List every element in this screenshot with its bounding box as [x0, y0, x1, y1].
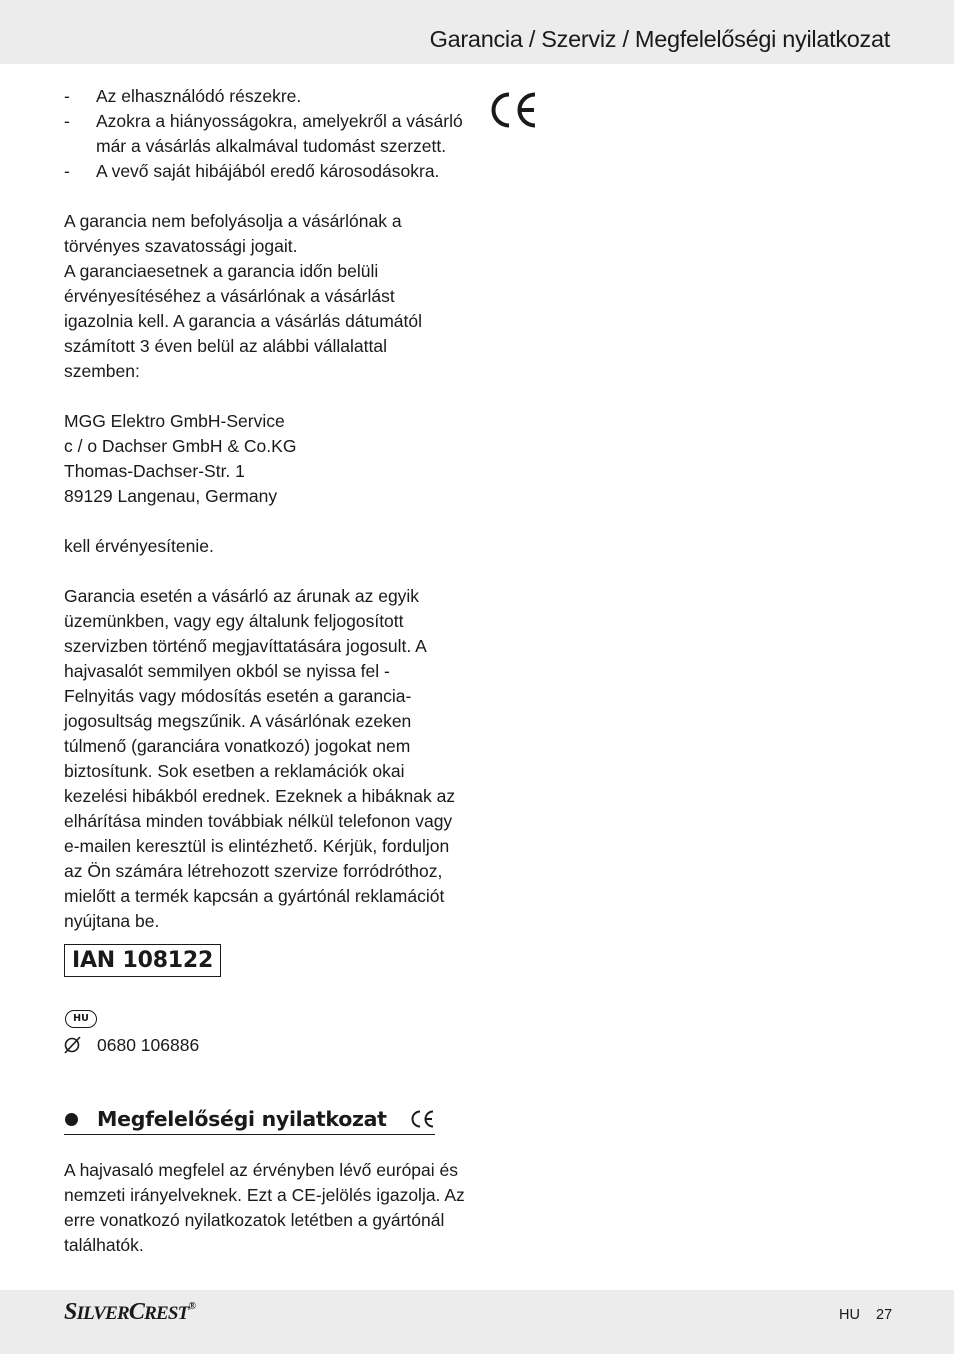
ian-box	[64, 944, 221, 977]
list-item-text: Azokra a hiányosságokra, amelyekről a vásárló már a vásárlás alkalmával tudomást szerzett.	[96, 111, 463, 156]
exclusion-list	[64, 84, 464, 184]
paragraph-service: Garancia esetén a vásárló az árunak az egyik üzemünkben, vagy egy általunk feljogosított szervizben történő megjavíttatására jogosult. A hajvasalót semmilyen okból se nyissa fel - Felnyitás vagy módosítás esetén a garancia-jogosultság megszűnik. A vásárlónak ezeken túlmenő (garanciára vonatkozó) jogokat nem biztosítunk. Sok esetben a reklamációk okai kezelési hibákból erednek. Ezeknek a hibáknak az elhárítása minden továbbiak nélkül telefonon vagy e-mailen keresztül is elintézhető. Kérjük, forduljon az Ön számára létrehozott szervize forródróthoz, mielőtt a termék kapcsán a gyártónál reklamációt nyújtana be.	[64, 586, 456, 931]
brand-logo: SILVERCREST®	[64, 1299, 196, 1325]
paragraph-enforce: kell érvényesítenie.	[64, 536, 214, 556]
hotline-phone[interactable]: 0680 106886	[97, 1035, 200, 1055]
main-column	[64, 84, 464, 934]
list-item	[64, 109, 464, 159]
paragraph-claim: A garanciaesetnek a garancia időn belüli érvényesítéséhez a vásárlónak a vásárlást igazolnia kell. A garancia a vásárlás dátumától számított 3 éven belül az alábbi vállalattal szemben:	[64, 261, 422, 381]
list-item	[64, 84, 464, 109]
list-item-text: Az elhasználódó részekre.	[96, 86, 302, 106]
page-number: 27	[876, 1307, 893, 1323]
list-item	[64, 159, 464, 184]
address-line: c / o Dachser GmbH & Co.KG	[64, 436, 297, 456]
ce-mark-icon	[490, 92, 538, 128]
footer-language: HU	[839, 1307, 860, 1323]
list-item-text: A vevő saját hibájából eredő károsodásokra.	[96, 161, 440, 181]
conformity-text: A hajvasaló megfelel az érvényben lévő európai és nemzeti irányelveknek. Ezt a CE-jelölés igazolja. Az erre vonatkozó nyilatkozatok letétben a gyártónál találhatók.	[64, 1160, 465, 1255]
list-marker: -	[64, 86, 70, 106]
country-badge: HU	[65, 1010, 97, 1028]
address-line: MGG Elektro GmbH-Service	[64, 411, 285, 431]
phone-icon	[62, 1034, 84, 1056]
header-bar	[0, 0, 954, 64]
service-address	[64, 409, 464, 509]
ian-label: IAN 108122	[72, 948, 214, 973]
address-line: 89129 Langenau, Germany	[64, 486, 278, 506]
page-title: Garancia / Szerviz / Megfelelőségi nyilatkozat	[429, 26, 890, 52]
bullet-dot-icon	[65, 1113, 78, 1126]
section-heading	[64, 1104, 435, 1135]
section-title: Megfelelőségi nyilatkozat	[97, 1107, 387, 1131]
paragraph-rights: A garancia nem befolyásolja a vásárlónak a törvényes szavatossági jogait.	[64, 211, 402, 256]
list-marker: -	[64, 161, 70, 181]
address-line: Thomas-Dachser-Str. 1	[64, 461, 245, 481]
ce-mark-icon	[409, 1109, 435, 1129]
list-marker: -	[64, 111, 70, 131]
